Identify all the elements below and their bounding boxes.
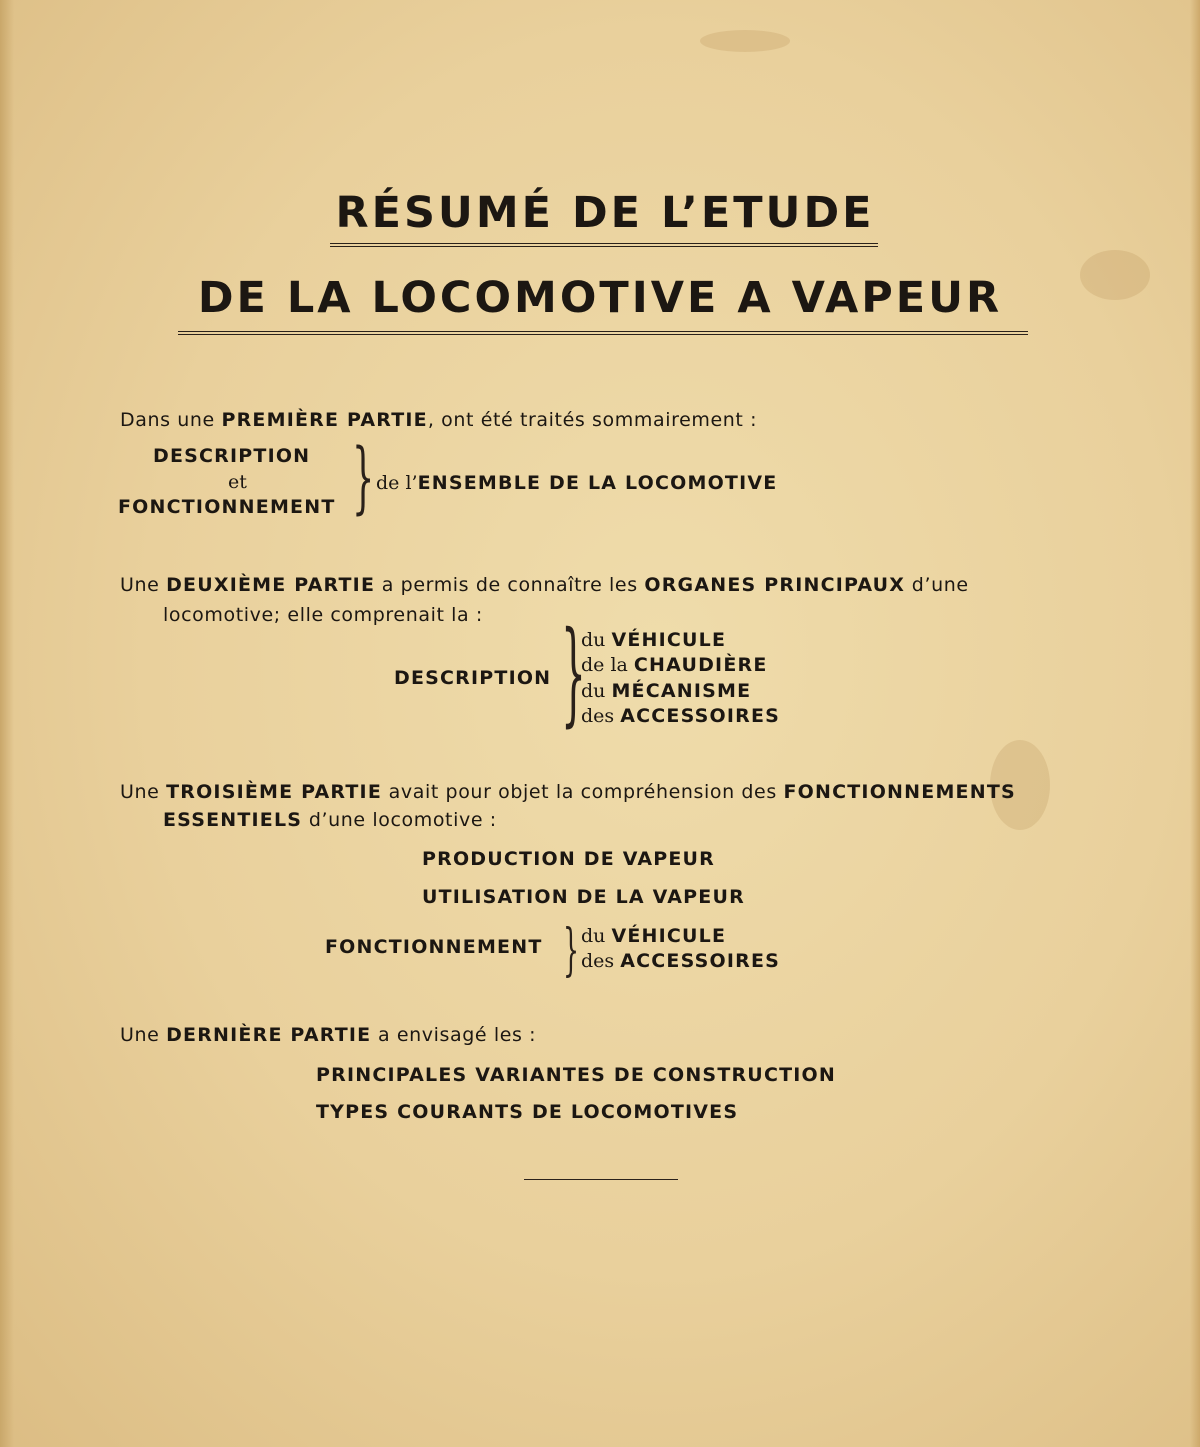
part4-item-types: TYPES COURANTS DE LOCOMOTIVES <box>316 1101 739 1123</box>
part2-item: des ACCESSOIRES <box>581 705 781 727</box>
title-line-2: DE LA LOCOMOTIVE A VAPEUR <box>197 273 1003 323</box>
title-underline-2 <box>178 331 1028 335</box>
part2-item: du VÉHICULE <box>581 629 727 651</box>
closing-rule <box>524 1179 678 1180</box>
part3-label: FONCTIONNEMENT <box>325 936 543 958</box>
part2-intro-line-2: locomotive; elle comprenait la : <box>163 604 483 626</box>
part3-intro-line-2: ESSENTIELS d’une locomotive : <box>163 809 497 831</box>
title-line-1: RÉSUMÉ DE L’ETUDE <box>335 188 875 238</box>
part2-item: de la CHAUDIÈRE <box>581 654 768 676</box>
part3-item-utilisation: UTILISATION DE LA VAPEUR <box>422 886 745 908</box>
part1-target: de l’ENSEMBLE DE LA LOCOMOTIVE <box>376 472 778 494</box>
part1-item-fonctionnement: FONCTIONNEMENT <box>118 496 336 518</box>
part4-intro: Une DERNIÈRE PARTIE a envisagé les : <box>120 1024 537 1046</box>
part3-item: des ACCESSOIRES <box>581 950 781 972</box>
part1-item-description: DESCRIPTION <box>153 445 311 467</box>
part3-item-production: PRODUCTION DE VAPEUR <box>422 848 715 870</box>
part2-item: du MÉCANISME <box>581 680 752 702</box>
part3-brace: } <box>563 918 580 983</box>
part2-intro-line-1: Une DEUXIÈME PARTIE a permis de connaître les ORGANES PRINCIPAUX d’une <box>120 574 969 596</box>
part2-brace-left: } <box>561 608 586 738</box>
part4-item-variantes: PRINCIPALES VARIANTES DE CONSTRUCTION <box>316 1064 836 1086</box>
part1-intro: Dans une PREMIÈRE PARTIE, ont été traités sommairement : <box>120 409 758 431</box>
part1-conjunction: et <box>228 471 247 493</box>
part1-brace: } <box>352 433 375 523</box>
part2-label: DESCRIPTION <box>394 667 552 689</box>
title-underline-1 <box>330 243 878 247</box>
paper-stain <box>700 30 790 52</box>
part3-intro-line-1: Une TROISIÈME PARTIE avait pour objet la compréhension des FONCTIONNEMENTS <box>120 781 1016 803</box>
part3-item: du VÉHICULE <box>581 925 727 947</box>
